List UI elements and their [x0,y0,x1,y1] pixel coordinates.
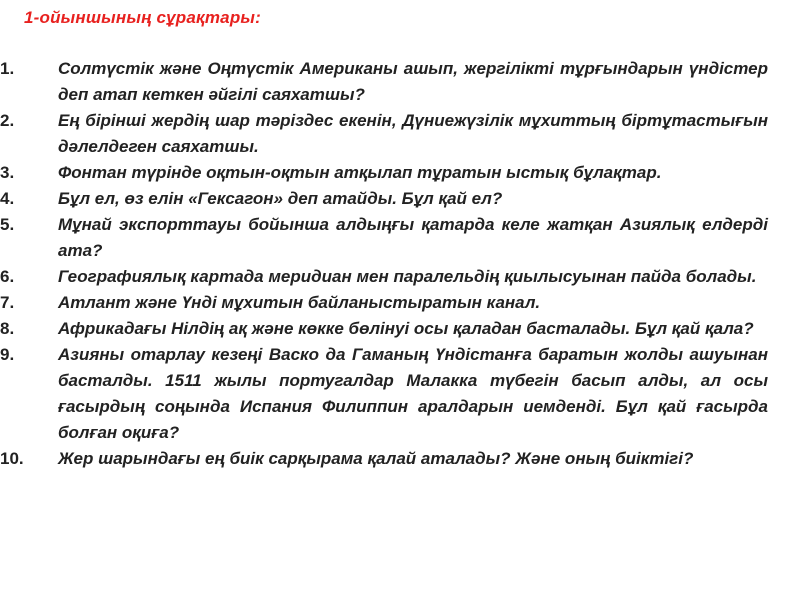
question-text: Географиялық картада меридиан мен паралельдің қиылысуынан пайда болады. [58,267,757,286]
question-item [0,264,800,290]
question-item [0,108,800,160]
question-item [0,212,800,264]
question-list [0,56,800,472]
question-text: Ең бірінші жердің шар тәріздес екенін, Дүниежүзілік мұхиттың біртұтастығын дәлелдеген саяхатшы. [58,111,768,156]
slide-heading: 1-ойыншының сұрақтары: [24,8,261,27]
question-text: Солтүстік және Оңтүстік Американы ашып, жергілікті тұрғындарын үндістер деп атап кеткен әйгілі саяхатшы? [58,59,768,104]
question-text: Мұнай экспорттауы бойынша алдыңғы қатарда келе жатқан Азиялық елдерді ата? [58,215,768,260]
question-text: Азияны отарлау кезеңі Васко да Гаманың Үндістанға баратын жолды ашуынан басталды. 1511 жылы португалдар Малакка түбегін басып алды, ал осы ғасырдың соңында Испания Филиппин аралдарын иемденді. Бұл қай ғасырда болған оқиға? [58,345,768,442]
question-text: Бұл ел, өз елін «Гексагон» деп атайды. Бұл қай ел? [58,189,503,208]
question-item [0,316,800,342]
question-item [0,186,800,212]
question-number: 9. [0,345,15,364]
question-number: 3. [0,163,15,182]
question-item [0,160,800,186]
question-number: 2. [0,111,15,130]
question-number: 8. [0,319,15,338]
question-number: 7. [0,293,15,312]
question-text: Жер шарындағы ең биік сарқырама қалай аталады? Және оның биіктігі? [58,449,694,468]
question-item [0,56,800,108]
question-text: Фонтан түрінде оқтын-оқтын атқылап тұратын ыстық бұлақтар. [58,163,662,182]
question-number: 1. [0,59,15,78]
question-item [0,446,800,472]
question-item [0,342,800,446]
question-number: 6. [0,267,15,286]
question-number: 10. [0,449,24,468]
question-text: Африкадағы Нілдің ақ және көкке бөлінуі осы қаладан басталады. Бұл қай қала? [58,319,754,338]
question-item [0,290,800,316]
question-number: 5. [0,215,15,234]
question-number: 4. [0,189,15,208]
question-text: Атлант және Үнді мұхитын байланыстыратын канал. [58,293,541,312]
